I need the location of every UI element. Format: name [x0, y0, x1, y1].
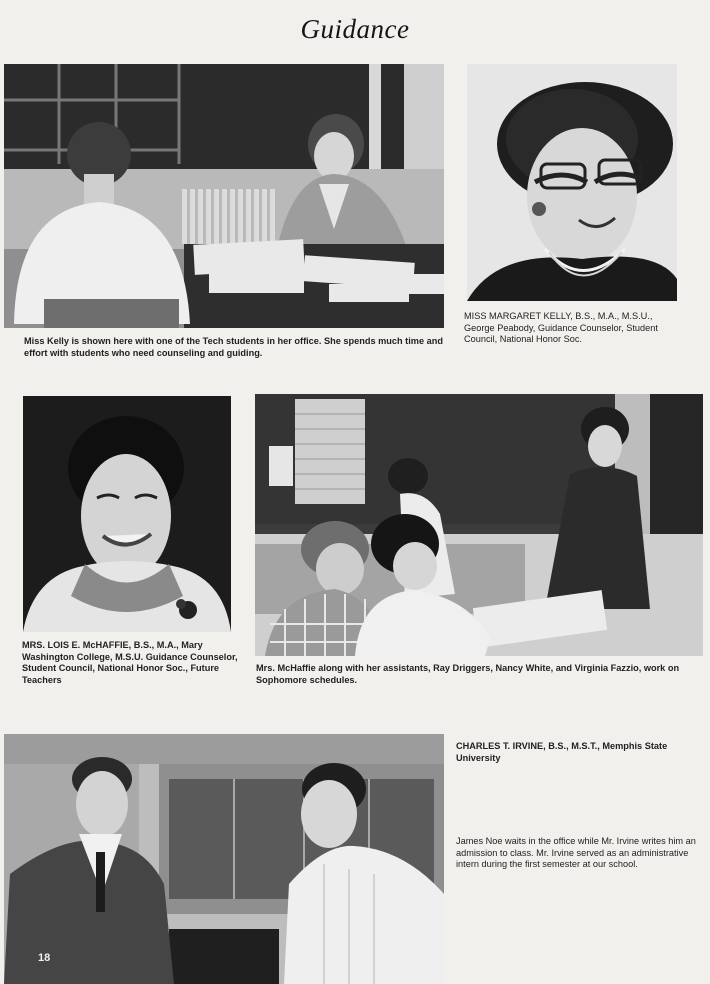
- caption-mchaffie-portrait: MRS. LOIS E. McHAFFIE, B.S., M.A., Mary Washington College, M.S.U. Guidance Counselor, Student Council, National Honor Soc., Future Teachers: [22, 640, 238, 685]
- caption-irvine: James Noe waits in the office while Mr. Irvine writes him an admission to class. Mr. Irvine served as an administrative intern during the first semester at our school.: [456, 836, 696, 870]
- page-title: Guidance: [300, 14, 410, 44]
- page-number: 18: [38, 952, 51, 964]
- caption-kelly-office: Miss Kelly is shown here with one of the Tech students in her office. She spends much time and effort with students who need counseling and guiding.: [24, 336, 443, 358]
- photo-mchaffie-group: [255, 394, 703, 656]
- photo-irvine: [4, 734, 444, 984]
- irvine-credentials: CHARLES T. IRVINE, B.S., M.S.T., Memphis State University: [456, 741, 668, 763]
- photo-mchaffie-portrait: [23, 396, 231, 632]
- photo-kelly-office: [4, 64, 444, 328]
- caption-kelly-portrait: MISS MARGARET KELLY, B.S., M.A., M.S.U., George Peabody, Guidance Counselor, Student Council, National Honor Soc.: [464, 311, 658, 345]
- photo-kelly-portrait: [467, 64, 677, 301]
- caption-mchaffie-group: Mrs. McHaffie along with her assistants, Ray Driggers, Nancy White, and Virginia Fazzio, work on Sophomore schedules.: [256, 663, 680, 685]
